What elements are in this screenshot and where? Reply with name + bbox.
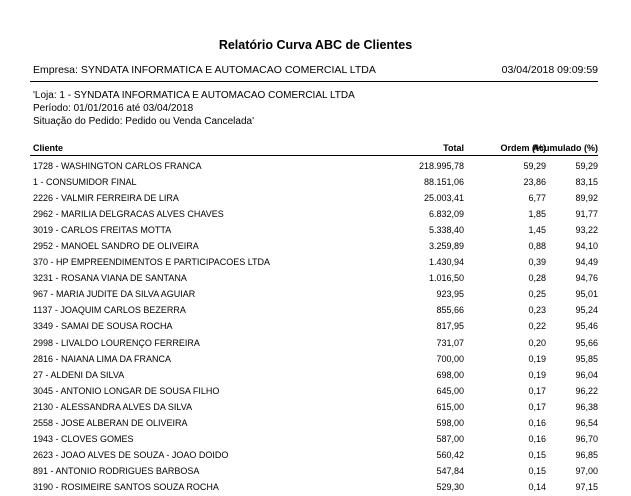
table-header-divider: [30, 155, 598, 156]
report-datetime: 03/04/2018 09:09:59: [501, 64, 598, 76]
cell-total: 615,00: [436, 401, 464, 412]
cell-cliente: 3019 - CARLOS FREITAS MOTTA: [33, 225, 172, 236]
cell-acumulado: 96,38: [575, 401, 598, 412]
cell-acumulado: 95,01: [575, 289, 598, 300]
table-row: [0, 464, 631, 480]
cell-cliente: 2998 - LIVALDO LOURENÇO FERREIRA: [33, 337, 200, 348]
table-row: [0, 448, 631, 464]
cell-ordem: 0,22: [528, 321, 546, 332]
cell-ordem: 23,86: [523, 177, 546, 188]
table-row: [0, 416, 631, 432]
cell-total: 1.016,50: [428, 273, 464, 284]
table-row: [0, 239, 631, 255]
cell-total: 700,00: [436, 353, 464, 364]
cell-acumulado: 95,46: [575, 321, 598, 332]
cell-acumulado: 95,66: [575, 337, 598, 348]
cell-cliente: 967 - MARIA JUDITE DA SILVA AGUIAR: [33, 289, 196, 300]
cell-ordem: 0,39: [528, 257, 546, 268]
cell-total: 698,00: [436, 369, 464, 380]
cell-cliente: 3190 - ROSIMEIRE SANTOS SOUZA ROCHA: [33, 481, 219, 492]
cell-ordem: 0,15: [528, 449, 546, 460]
cell-total: 3.259,89: [428, 241, 464, 252]
cell-cliente: 2558 - JOSE ALBERAN DE OLIVEIRA: [33, 417, 188, 428]
cell-cliente: 2952 - MANOEL SANDRO DE OLIVEIRA: [33, 241, 199, 252]
cell-ordem: 0,17: [528, 385, 546, 396]
table-row: [0, 303, 631, 319]
period-filter: Período: 01/01/2016 até 03/04/2018: [33, 103, 194, 114]
cell-cliente: 1137 - JOAQUIM CARLOS BEZERRA: [33, 305, 186, 316]
cell-ordem: 0,14: [528, 481, 546, 492]
table-row: [0, 159, 631, 175]
table-row: [0, 191, 631, 207]
table-row: [0, 432, 631, 448]
cell-ordem: 6,77: [528, 193, 546, 204]
cell-cliente: 370 - HP EMPREENDIMENTOS E PARTICIPACOES LTDA: [33, 257, 271, 268]
cell-total: 560,42: [436, 449, 464, 460]
table-row: [0, 400, 631, 416]
cell-cliente: 891 - ANTONIO RODRIGUES BARBOSA: [33, 465, 200, 476]
cell-total: 923,95: [436, 289, 464, 300]
cell-ordem: 0,17: [528, 401, 546, 412]
table-row: [0, 223, 631, 239]
cell-cliente: 1943 - CLOVES GOMES: [33, 433, 134, 444]
cell-ordem: 1,85: [528, 209, 546, 220]
cell-total: 645,00: [436, 385, 464, 396]
cell-acumulado: 96,70: [575, 433, 598, 444]
table-row: [0, 255, 631, 271]
cell-ordem: 0,15: [528, 465, 546, 476]
column-header-total: Total: [443, 143, 464, 153]
cell-total: 817,95: [436, 321, 464, 332]
table-row: [0, 271, 631, 287]
cell-acumulado: 59,29: [575, 161, 598, 171]
cell-total: 598,00: [436, 417, 464, 428]
table-row: [0, 384, 631, 400]
cell-cliente: 2623 - JOAO ALVES DE SOUZA - JOAO DOIDO: [33, 449, 229, 460]
cell-ordem: 0,25: [528, 289, 546, 300]
cell-ordem: 0,88: [528, 241, 546, 252]
cell-total: 5.338,40: [428, 225, 464, 236]
cell-ordem: 0,16: [528, 417, 546, 428]
cell-ordem: 0,19: [528, 353, 546, 364]
cell-acumulado: 89,92: [575, 193, 598, 204]
cell-total: 25.003,41: [423, 193, 464, 204]
cell-total: 529,30: [436, 481, 464, 492]
cell-acumulado: 97,00: [575, 465, 598, 476]
store-filter: 'Loja: 1 - SYNDATA INFORMATICA E AUTOMACAO COMERCIAL LTDA: [33, 90, 355, 101]
client-table-body: [0, 159, 631, 496]
cell-cliente: 2816 - NAIANA LIMA DA FRANCA: [33, 353, 172, 364]
table-row: [0, 175, 631, 191]
column-header-acumulado: Acumulado (%): [532, 143, 598, 153]
header-divider: [30, 81, 598, 82]
cell-cliente: 2962 - MARILIA DELGRACAS ALVES CHAVES: [33, 209, 224, 220]
table-row: [0, 319, 631, 335]
cell-cliente: 3231 - ROSANA VIANA DE SANTANA: [33, 273, 187, 284]
order-status-filter: Situação do Pedido: Pedido ou Venda Cancelada': [33, 116, 254, 127]
report-title: Relatório Curva ABC de Clientes: [218, 38, 413, 52]
cell-acumulado: 96,04: [575, 369, 598, 380]
cell-cliente: 1728 - WASHINGTON CARLOS FRANCA: [33, 161, 202, 171]
cell-cliente: 3349 - SAMAI DE SOUSA ROCHA: [33, 321, 173, 332]
table-row: [0, 207, 631, 223]
cell-ordem: 59,29: [523, 161, 546, 171]
table-row: [0, 352, 631, 368]
cell-total: 88.151,06: [423, 177, 464, 188]
cell-ordem: 0,28: [528, 273, 546, 284]
table-row: [0, 287, 631, 303]
cell-total: 547,84: [436, 465, 464, 476]
cell-total: 6.832,09: [428, 209, 464, 220]
cell-ordem: 0,16: [528, 433, 546, 444]
table-row: [0, 368, 631, 384]
cell-cliente: 1 - CONSUMIDOR FINAL: [33, 177, 137, 188]
cell-total: 731,07: [436, 337, 464, 348]
cell-acumulado: 95,85: [575, 353, 598, 364]
cell-cliente: 3045 - ANTONIO LONGAR DE SOUSA FILHO: [33, 385, 220, 396]
cell-ordem: 0,19: [528, 369, 546, 380]
cell-acumulado: 94,76: [575, 273, 598, 284]
cell-total: 1.430,94: [428, 257, 464, 268]
cell-acumulado: 94,49: [575, 257, 598, 268]
cell-acumulado: 96,85: [575, 449, 598, 460]
cell-total: 218.995,78: [418, 161, 464, 171]
cell-ordem: 1,45: [528, 225, 546, 236]
company-name: Empresa: SYNDATA INFORMATICA E AUTOMACAO COMERCIAL LTDA: [33, 64, 376, 76]
cell-total: 855,66: [436, 305, 464, 316]
table-row: [0, 336, 631, 352]
cell-acumulado: 97,15: [575, 481, 598, 492]
cell-acumulado: 95,24: [575, 305, 598, 316]
cell-cliente: 27 - ALDENI DA SILVA: [33, 369, 125, 380]
column-header-cliente: Cliente: [33, 143, 64, 153]
cell-ordem: 0,23: [528, 305, 546, 316]
cell-total: 587,00: [436, 433, 464, 444]
cell-acumulado: 96,22: [575, 385, 598, 396]
cell-acumulado: 91,77: [575, 209, 598, 220]
cell-ordem: 0,20: [528, 337, 546, 348]
cell-acumulado: 83,15: [575, 177, 598, 188]
cell-cliente: 2130 - ALESSANDRA ALVES DA SILVA: [33, 401, 193, 412]
cell-acumulado: 96,54: [575, 417, 598, 428]
column-header-ordem: Ordem (%): [500, 143, 546, 153]
cell-acumulado: 94,10: [575, 241, 598, 252]
cell-cliente: 2226 - VALMIR FERREIRA DE LIRA: [33, 193, 179, 204]
cell-acumulado: 93,22: [575, 225, 598, 236]
